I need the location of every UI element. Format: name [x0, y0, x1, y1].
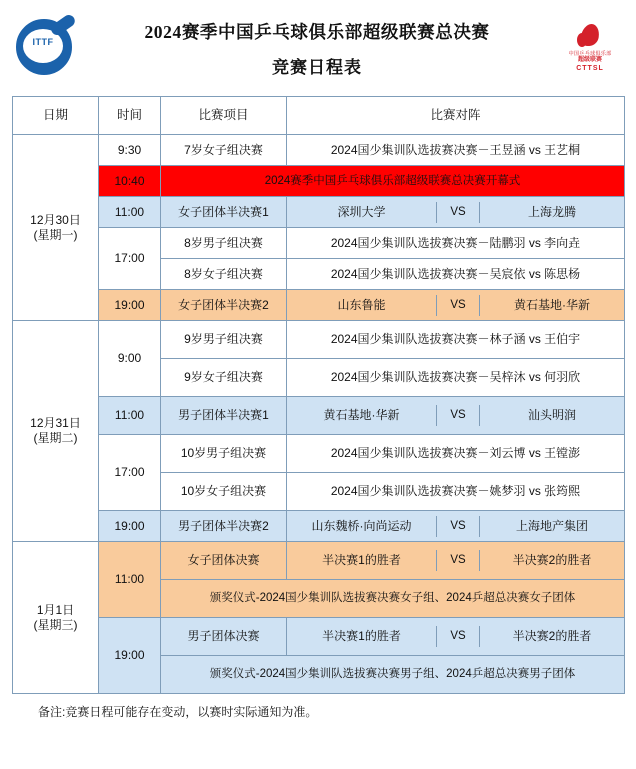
col-header-event: 比赛项目	[161, 97, 287, 135]
table-row	[13, 228, 625, 259]
weekday-value: (星期一)	[33, 227, 78, 242]
table-row	[13, 511, 625, 542]
team-away: 上海龙腾	[527, 204, 576, 219]
cttsl-logo-cn2: 超级联赛	[577, 57, 602, 64]
cttsl-logo-cn: 中国乒乓球俱乐部	[568, 50, 612, 57]
match-cell: 2024国少集训队选拔赛决赛－王昱涵 vs 王艺桐	[287, 135, 625, 166]
date-value: 1月1日	[36, 602, 75, 617]
match-cell	[287, 511, 625, 542]
time-cell: 10:40	[99, 166, 161, 197]
weekday-value: (星期二)	[33, 431, 78, 445]
match-cell	[287, 290, 625, 321]
event-cell: 9岁女子组决赛	[161, 359, 287, 397]
team-away: 上海地产集团	[515, 518, 588, 533]
title-block	[76, 19, 558, 78]
ittf-logo-icon	[14, 17, 76, 79]
schedule-body	[13, 135, 625, 694]
event-cell: 男子团体决赛	[161, 618, 287, 656]
vs-label: VS	[437, 516, 480, 537]
footer-note: 备注:竞赛日程可能存在变动，以赛时实际通知为准。	[38, 705, 318, 719]
table-row	[13, 397, 625, 435]
page-subtitle: 竞赛日程表	[272, 57, 362, 77]
time-cell: 17:00	[99, 435, 161, 511]
match-cell: 2024国少集训队选拔赛决赛－林子涵 vs 王伯宇	[287, 321, 625, 359]
event-cell: 10岁男子组决赛	[161, 435, 287, 473]
vs-label: VS	[437, 405, 480, 426]
date-value: 12月31日	[30, 416, 81, 430]
match-cell	[287, 542, 625, 580]
match-cell: 2024国少集训队选拔赛决赛－姚梦羽 vs 张筠熙	[287, 473, 625, 511]
table-row	[13, 290, 625, 321]
time-cell: 11:00	[99, 197, 161, 228]
flame-icon	[575, 24, 605, 50]
event-cell: 8岁男子组决赛	[161, 228, 287, 259]
vs-label: VS	[437, 550, 480, 571]
match-cell	[287, 397, 625, 435]
team-home: 山东鲁能	[337, 297, 386, 312]
date-cell	[13, 135, 99, 321]
ceremony-banner-cell: 颁奖仪式-2024国少集训队选拔赛决赛男子组、2024乒超总决赛男子团体	[161, 656, 625, 694]
team-away: 半决赛2的胜者	[512, 629, 592, 643]
team-home: 深圳大学	[337, 204, 386, 219]
page-title: 2024赛季中国乒乓球俱乐部超级联赛总决赛	[144, 21, 490, 42]
event-cell: 女子团体半决赛1	[161, 197, 287, 228]
date-cell	[13, 542, 99, 694]
cttsl-logo-icon	[558, 24, 622, 73]
table-row	[13, 321, 625, 359]
ceremony-banner-cell: 2024赛季中国乒乓球俱乐部超级联赛总决赛开幕式	[161, 166, 625, 197]
col-header-time: 时间	[99, 97, 161, 135]
table-row	[13, 435, 625, 473]
team-home: 黄石基地·华新	[323, 408, 400, 422]
team-home: 山东魏桥·向尚运动	[311, 518, 412, 533]
table-header-row	[13, 97, 625, 135]
match-cell: 2024国少集训队选拔赛决赛－吴宸依 vs 陈思杨	[287, 259, 625, 290]
match-cell	[287, 618, 625, 656]
col-header-date: 日期	[13, 97, 99, 135]
team-home: 半决赛1的胜者	[322, 629, 401, 643]
schedule-table	[12, 96, 625, 694]
ceremony-banner-cell: 颁奖仪式-2024国少集训队选拔赛决赛女子组、2024乒超总决赛女子团体	[161, 580, 625, 618]
event-cell: 9岁男子组决赛	[161, 321, 287, 359]
weekday-value: (星期三)	[33, 617, 78, 632]
time-cell: 9:30	[99, 135, 161, 166]
match-cell	[287, 197, 625, 228]
schedule-table-wrap	[0, 96, 636, 694]
table-row	[13, 166, 625, 197]
match-cell: 2024国少集训队选拔赛决赛－陆鹏羽 vs 李向垚	[287, 228, 625, 259]
vs-label: VS	[437, 295, 480, 316]
date-cell	[13, 321, 99, 542]
event-cell: 男子团体半决赛1	[161, 397, 287, 435]
match-cell: 2024国少集训队选拔赛决赛－吴梓沐 vs 何羽欣	[287, 359, 625, 397]
vs-label: VS	[437, 626, 480, 647]
match-cell: 2024国少集训队选拔赛决赛－刘云博 vs 王镗澎	[287, 435, 625, 473]
table-row	[13, 618, 625, 656]
table-row	[13, 542, 625, 580]
event-cell: 女子团体决赛	[161, 542, 287, 580]
vs-label: VS	[437, 202, 480, 223]
time-cell: 17:00	[99, 228, 161, 290]
team-home: 半决赛1的胜者	[322, 553, 401, 567]
time-cell: 11:00	[99, 397, 161, 435]
event-cell: 10岁女子组决赛	[161, 473, 287, 511]
time-cell: 11:00	[99, 542, 161, 618]
time-cell: 19:00	[99, 511, 161, 542]
time-cell: 19:00	[99, 290, 161, 321]
event-cell: 8岁女子组决赛	[161, 259, 287, 290]
date-value: 12月30日	[30, 212, 81, 227]
event-cell: 女子团体半决赛2	[161, 290, 287, 321]
team-away: 黄石基地·华新	[514, 297, 590, 312]
ittf-logo-text: ITTF	[32, 37, 54, 47]
col-header-match: 比赛对阵	[287, 97, 625, 135]
table-row	[13, 197, 625, 228]
event-cell: 男子团体半决赛2	[161, 511, 287, 542]
team-away: 半决赛2的胜者	[512, 553, 592, 567]
time-cell: 9:00	[99, 321, 161, 397]
event-cell: 7岁女子组决赛	[161, 135, 287, 166]
cttsl-logo-en: CTTSL	[576, 64, 604, 72]
time-cell: 19:00	[99, 618, 161, 694]
page-header	[0, 0, 636, 96]
table-row	[13, 135, 625, 166]
team-away: 汕头明润	[527, 408, 576, 422]
